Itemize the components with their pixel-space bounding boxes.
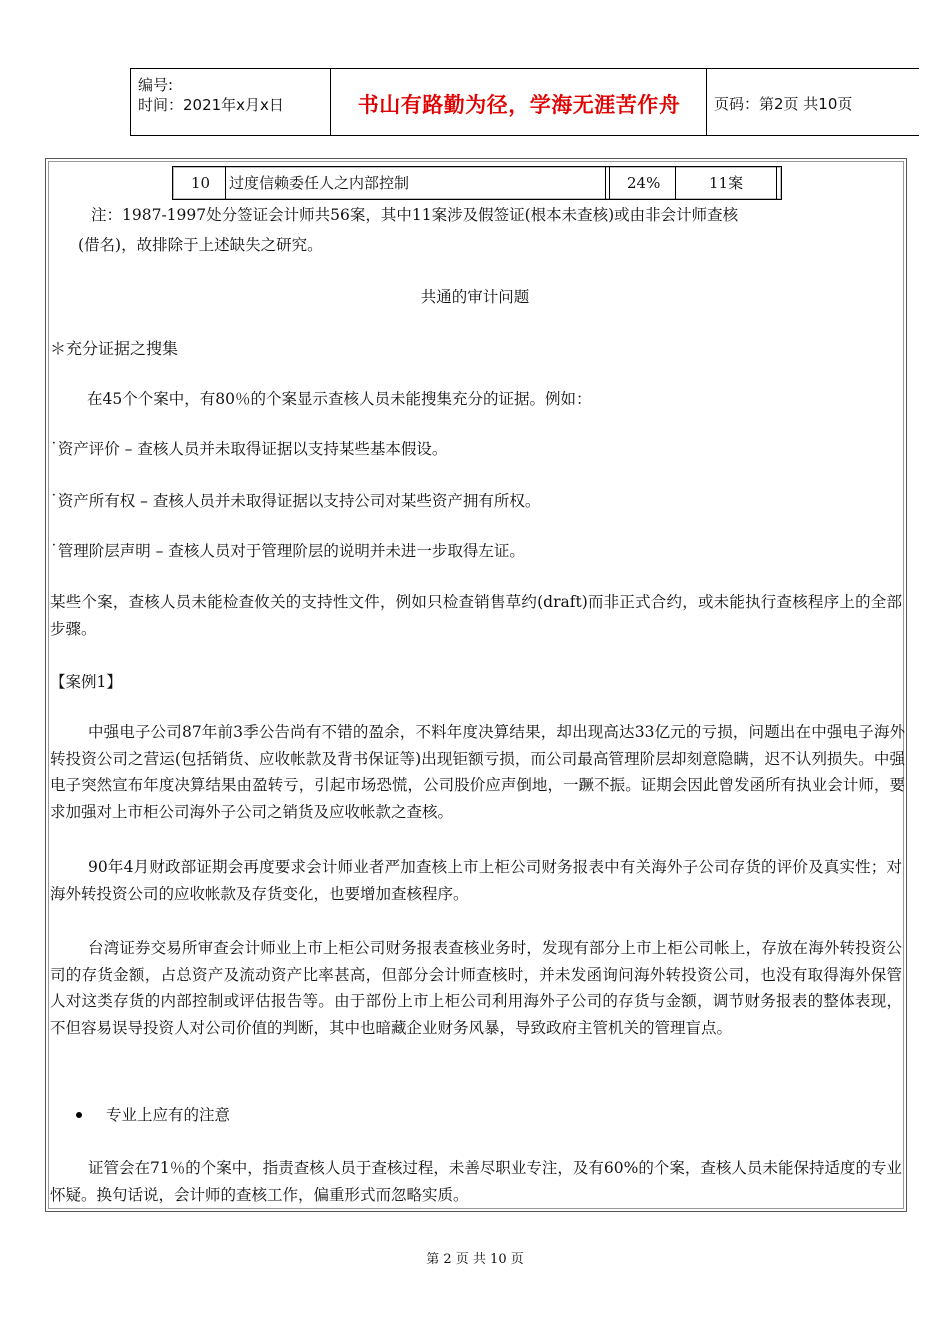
table-cell-percent: 24%	[627, 174, 661, 192]
evidence-intro: 在45个个案中，有80％的个案显示查核人员未能搜集充分的证据。例如：	[87, 390, 592, 408]
due-care-heading: 专业上应有的注意	[106, 1106, 231, 1124]
header-meta	[138, 75, 284, 115]
evidence-item-3: ˙管理阶层声明 – 查核人员对于管理阶层的说明并未进一步取得左证。	[50, 542, 525, 560]
header-divider	[706, 69, 707, 135]
table-cell-no: 10	[191, 174, 211, 192]
header-motto: 书山有路勤为径，学海无涯苦作舟	[357, 93, 681, 117]
header-divider	[330, 69, 331, 135]
evidence-item-1: ˙资产评价 – 查核人员并未取得证据以支持某些基本假设。	[50, 440, 448, 458]
section-title: 共通的审计问题	[420, 288, 530, 306]
table-cell-cases: 11案	[709, 174, 744, 192]
page-footer: 第 2 页 共 10 页	[426, 1252, 524, 1267]
case1-label: 【案例1】	[50, 673, 122, 691]
header-divider	[130, 69, 131, 135]
note-line-2: (借名)，故排除于上述缺失之研究。	[78, 236, 323, 254]
due-care-paragraph: 证管会在71％的个案中，指责查核人员于查核过程，未善尽职业专注，及有60%的个案，查核人员未能保持适度的专业怀疑。换句话说，会计师的查核工作，偏重形式而忽略实质。	[50, 1159, 902, 1204]
case1-paragraph-1: 中强电子公司87年前3季公告尚有不错的盈余，不料年度决算结果，却出现高达33亿元的亏损，问题出在中强电子海外转投资公司之营运(包括销货、应收帐款及背书保证等)出现钜额亏损，而公司最高管理阶层却刻意隐瞒，迟不认列损失。中强电子突然宣布年度决算结果由盈转亏，引起市场恐慌，公司股价应声倒地，一蹶不振。证期会因此曾发函所有执业会计师，要求加强对上市柜公司海外子公司之销货及应收帐款之查核。	[50, 723, 905, 821]
page-header	[130, 68, 919, 136]
table-row	[172, 166, 782, 200]
doc-code-label: 编号:	[138, 76, 174, 94]
evidence-extra: 某些个案，查核人员未能检查攸关的支持性文件，例如只检查销售草约(draft)而非正式合约，或未能执行查核程序上的全部步骤。	[50, 593, 902, 638]
doc-time-label: 时间：2021年x月x日	[138, 96, 284, 114]
evidence-heading: ＊充分证据之搜集	[50, 339, 179, 358]
case1-paragraph-2: 90年4月财政部证期会再度要求会计师业者严加查核上市上柜公司财务报表中有关海外子公司存货的评价及真实性；对海外转投资公司的应收帐款及存货变化，也要增加查核程序。	[50, 858, 902, 903]
table-cell-item: 过度信赖委任人之内部控制	[229, 174, 410, 192]
content-frame	[45, 158, 907, 1212]
case1-paragraph-3: 台湾证券交易所审查会计师业上市上柜公司财务报表查核业务时，发现有部分上市上柜公司帐上，存放在海外转投资公司的存货金额，占总资产及流动资产比率甚高，但部分会计师查核时，并未发函询问海外转投资公司，也没有取得海外保管人对这类存货的内部控制或评估报告等。由于部份上市上柜公司利用海外子公司的存货与金额，调节财务报表的整体表现，不但容易误导投资人对公司价值的判断，其中也暗藏企业财务风暴，导致政府主管机关的管理盲点。	[50, 939, 902, 1037]
bullet-icon	[76, 1112, 82, 1118]
evidence-item-2: ˙资产所有权 – 查核人员并未取得证据以支持公司对某些资产拥有所权。	[50, 492, 541, 510]
header-page-label: 页码：第2页 共10页	[714, 95, 853, 113]
note-line-1: 注：1987-1997处分签证会计师共56案，其中11案涉及假签证(根本未查核)或由非会计师查核	[91, 206, 739, 224]
